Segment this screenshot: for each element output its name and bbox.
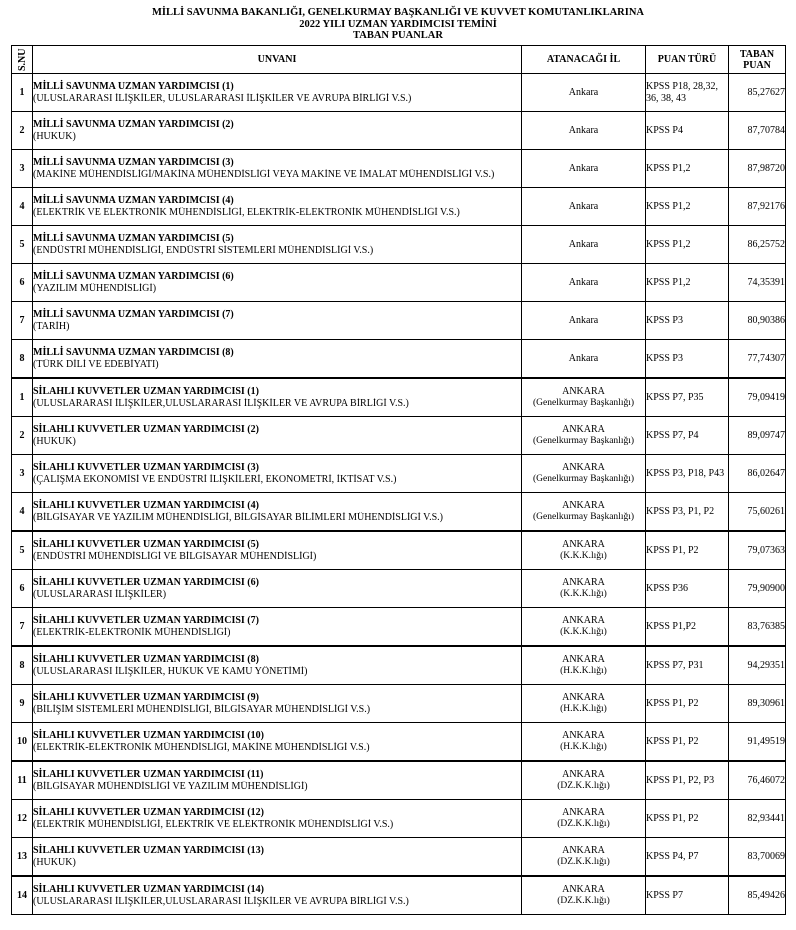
- base-score: 89,30961: [729, 685, 786, 723]
- position-title: MİLLİ SAVUNMA UZMAN YARDIMCISI (6): [33, 271, 234, 282]
- location-unit: (Genelkurmay Başkanlığı): [532, 397, 635, 408]
- position-field: (ELEKTRİK-ELEKTRONİK MÜHENDİSLİĞİ): [33, 626, 231, 638]
- table-body: [12, 74, 786, 915]
- table-row: [12, 340, 786, 379]
- position-cell: [33, 264, 522, 302]
- col-header-snu: S.NU: [12, 46, 33, 74]
- base-score: 82,93441: [729, 800, 786, 838]
- location-unit: (Genelkurmay Başkanlığı): [532, 435, 635, 446]
- position-title: SİLAHLI KUVVETLER UZMAN YARDIMCISI (11): [33, 769, 264, 780]
- position-title: SİLAHLI KUVVETLER UZMAN YARDIMCISI (8): [33, 654, 259, 665]
- position-field: (YAZILIM MÜHENDİSLİĞİ): [33, 282, 157, 294]
- location-city: ANKARA: [562, 500, 605, 511]
- position-field: (ULUSLARARASI İLİŞKİLER, HUKUK VE KAMU YÖNETİMİ): [33, 665, 308, 677]
- location-city: Ankara: [568, 86, 599, 98]
- position-title: SİLAHLI KUVVETLER UZMAN YARDIMCISI (2): [33, 424, 259, 435]
- row-number: 10: [12, 723, 33, 762]
- position-cell: [33, 493, 522, 532]
- position-title: SİLAHLI KUVVETLER UZMAN YARDIMCISI (12): [33, 807, 264, 818]
- table-row: [12, 378, 786, 417]
- col-header-unvan: UNVANI: [33, 46, 522, 74]
- location-city: Ankara: [568, 314, 599, 326]
- table-row: [12, 417, 786, 455]
- table-row: [12, 493, 786, 532]
- table-row: [12, 455, 786, 493]
- location-unit: (H.K.K.lığı): [560, 741, 607, 752]
- position-field: (TÜRK DİLİ VE EDEBİYATI): [33, 358, 159, 370]
- location-unit: (H.K.K.lığı): [560, 703, 607, 714]
- position-field: (BİLGİSAYAR VE YAZILIM MÜHENDİSLİĞİ, BİLGİSAYAR BİLİMLERİ MÜHENDİSLİĞİ V.S.): [33, 511, 443, 523]
- position-field: (ULUSLARARASI İLİŞKİLER, ULUSLARARASI İLİŞKİLER VE AVRUPA BİRLİĞİ V.S.): [33, 92, 412, 104]
- base-score: 86,25752: [729, 226, 786, 264]
- position-title: SİLAHLI KUVVETLER UZMAN YARDIMCISI (5): [33, 539, 259, 550]
- location-city: ANKARA: [562, 730, 605, 741]
- base-score: 85,49426: [729, 876, 786, 915]
- location-cell: [522, 226, 646, 264]
- score-type: KPSS P1,2: [646, 188, 729, 226]
- location-city: ANKARA: [562, 845, 605, 856]
- base-score: 79,07363: [729, 531, 786, 570]
- col-header-puan-turu: PUAN TÜRÜ: [646, 46, 729, 74]
- location-cell: [522, 531, 646, 570]
- location-cell: [522, 378, 646, 417]
- location-cell: [522, 112, 646, 150]
- location-cell: [522, 646, 646, 685]
- position-cell: [33, 800, 522, 838]
- table-row: [12, 264, 786, 302]
- location-cell: [522, 723, 646, 762]
- score-type: KPSS P7: [646, 876, 729, 915]
- position-cell: [33, 723, 522, 762]
- base-score: 87,98720: [729, 150, 786, 188]
- location-unit: (Genelkurmay Başkanlığı): [532, 511, 635, 522]
- position-cell: [33, 150, 522, 188]
- table-row: [12, 302, 786, 340]
- base-score: 79,09419: [729, 378, 786, 417]
- location-cell: [522, 608, 646, 647]
- row-number: 3: [12, 150, 33, 188]
- location-cell: [522, 838, 646, 877]
- location-city: ANKARA: [562, 577, 605, 588]
- location-city: ANKARA: [562, 424, 605, 435]
- position-field: (HUKUK): [33, 856, 76, 868]
- position-cell: [33, 188, 522, 226]
- score-type: KPSS P1,2: [646, 226, 729, 264]
- location-unit: (Genelkurmay Başkanlığı): [532, 473, 635, 484]
- base-score: 75,60261: [729, 493, 786, 532]
- location-unit: (K.K.K.lığı): [560, 626, 607, 637]
- score-type: KPSS P7, P35: [646, 378, 729, 417]
- location-unit: (K.K.K.lığı): [560, 550, 607, 561]
- row-number: 2: [12, 112, 33, 150]
- location-city: Ankara: [568, 352, 599, 364]
- score-type: KPSS P7, P4: [646, 417, 729, 455]
- table-row: [12, 838, 786, 877]
- location-city: Ankara: [568, 162, 599, 174]
- location-cell: [522, 800, 646, 838]
- table-row: [12, 685, 786, 723]
- position-cell: [33, 340, 522, 379]
- location-cell: [522, 685, 646, 723]
- position-field: (ULUSLARARASI İLİŞKİLER,ULUSLARARASI İLİŞKİLER VE AVRUPA BİRLİĞİ V.S.): [33, 397, 409, 409]
- position-cell: [33, 417, 522, 455]
- score-type: KPSS P7, P31: [646, 646, 729, 685]
- location-cell: [522, 455, 646, 493]
- score-type: KPSS P3, P1, P2: [646, 493, 729, 532]
- table-header-row: [12, 46, 786, 74]
- position-cell: [33, 74, 522, 112]
- table-row: [12, 570, 786, 608]
- row-number: 13: [12, 838, 33, 877]
- position-cell: [33, 531, 522, 570]
- row-number: 2: [12, 417, 33, 455]
- location-cell: [522, 188, 646, 226]
- base-score: 89,09747: [729, 417, 786, 455]
- position-cell: [33, 608, 522, 647]
- position-cell: [33, 570, 522, 608]
- row-number: 5: [12, 226, 33, 264]
- location-cell: [522, 150, 646, 188]
- row-number: 4: [12, 493, 33, 532]
- base-score: 83,76385: [729, 608, 786, 647]
- position-field: (BİLİŞİM SİSTEMLERİ MÜHENDİSLİĞİ, BİLGİSAYAR MÜHENDİSLİĞİ V.S.): [33, 703, 371, 715]
- base-score: 80,90386: [729, 302, 786, 340]
- col-header-il: ATANACAĞI İL: [522, 46, 646, 74]
- position-field: (HUKUK): [33, 435, 76, 447]
- base-score: 86,02647: [729, 455, 786, 493]
- table-row: [12, 800, 786, 838]
- position-title: SİLAHLI KUVVETLER UZMAN YARDIMCISI (6): [33, 577, 259, 588]
- table-row: [12, 608, 786, 647]
- position-cell: [33, 378, 522, 417]
- row-number: 9: [12, 685, 33, 723]
- position-field: (HUKUK): [33, 130, 76, 142]
- position-title: SİLAHLI KUVVETLER UZMAN YARDIMCISI (4): [33, 500, 259, 511]
- position-field: (ULUSLARARASI İLİŞKİLER): [33, 588, 167, 600]
- score-type: KPSS P18, 28,32, 36, 38, 43: [646, 74, 729, 112]
- location-cell: [522, 302, 646, 340]
- location-city: ANKARA: [562, 615, 605, 626]
- position-title: MİLLİ SAVUNMA UZMAN YARDIMCISI (1): [33, 81, 234, 92]
- table-row: [12, 150, 786, 188]
- location-unit: (H.K.K.lığı): [560, 665, 607, 676]
- table-row: [12, 531, 786, 570]
- document-header: [0, 0, 796, 42]
- location-cell: [522, 493, 646, 532]
- position-title: SİLAHLI KUVVETLER UZMAN YARDIMCISI (14): [33, 884, 264, 895]
- score-type: KPSS P3: [646, 340, 729, 379]
- row-number: 6: [12, 570, 33, 608]
- position-field: (ELEKTRİK MÜHENDİSLİĞİ, ELEKTRİK VE ELEKTRONİK MÜHENDİSLİĞİ V.S.): [33, 818, 394, 830]
- base-score: 85,27627: [729, 74, 786, 112]
- score-type: KPSS P4: [646, 112, 729, 150]
- location-city: ANKARA: [562, 654, 605, 665]
- position-field: (MAKİNE MÜHENDİSLİĞİ/MAKİNA MÜHENDİSLİĞİ VEYA MAKİNE VE İMALAT MÜHENDİSLİĞİ V.S.): [33, 168, 495, 180]
- position-field: (TARİH): [33, 320, 70, 332]
- score-type: KPSS P1, P2: [646, 531, 729, 570]
- position-title: SİLAHLI KUVVETLER UZMAN YARDIMCISI (9): [33, 692, 259, 703]
- row-number: 4: [12, 188, 33, 226]
- score-type: KPSS P1,2: [646, 264, 729, 302]
- location-city: Ankara: [568, 276, 599, 288]
- location-cell: [522, 340, 646, 379]
- row-number: 3: [12, 455, 33, 493]
- row-number: 12: [12, 800, 33, 838]
- header-line-1: MİLLİ SAVUNMA BAKANLIĞI, GENELKURMAY BAŞKANLIĞI VE KUVVET KOMUTANLIKLARINA: [151, 7, 645, 18]
- base-score: 91,49519: [729, 723, 786, 762]
- position-title: SİLAHLI KUVVETLER UZMAN YARDIMCISI (7): [33, 615, 259, 626]
- col-header-taban-puan: TABAN PUAN: [729, 46, 786, 74]
- table-row: [12, 112, 786, 150]
- location-unit: (DZ.K.K.lığı): [557, 780, 610, 791]
- location-city: ANKARA: [562, 386, 605, 397]
- position-field: (ÇALIŞMA EKONOMİSİ VE ENDÜSTRİ İLİŞKİLERİ, EKONOMETRİ, İKTİSAT V.S.): [33, 473, 397, 485]
- score-type: KPSS P1, P2, P3: [646, 761, 729, 800]
- location-city: Ankara: [568, 124, 599, 136]
- location-city: ANKARA: [562, 769, 605, 780]
- position-cell: [33, 302, 522, 340]
- position-field: (ULUSLARARASI İLİŞKİLER,ULUSLARARASI İLİŞKİLER VE AVRUPA BİRLİĞİ V.S.): [33, 895, 409, 907]
- position-field: (BİLGİSAYAR MÜHENDİSLİĞİ VE YAZILIM MÜHENDİSLİĞİ): [33, 780, 308, 792]
- position-title: SİLAHLI KUVVETLER UZMAN YARDIMCISI (3): [33, 462, 259, 473]
- row-number: 14: [12, 876, 33, 915]
- row-number: 7: [12, 608, 33, 647]
- score-type: KPSS P1,P2: [646, 608, 729, 647]
- location-unit: (DZ.K.K.lığı): [557, 856, 610, 867]
- table-row: [12, 876, 786, 915]
- location-cell: [522, 570, 646, 608]
- row-number: 1: [12, 74, 33, 112]
- position-cell: [33, 685, 522, 723]
- location-cell: [522, 74, 646, 112]
- position-title: MİLLİ SAVUNMA UZMAN YARDIMCISI (3): [33, 157, 234, 168]
- position-title: SİLAHLI KUVVETLER UZMAN YARDIMCISI (1): [33, 386, 259, 397]
- position-field: (ENDÜSTRİ MÜHENDİSLİĞİ, ENDÜSTRİ SİSTEMLERİ MÜHENDİSLİĞİ V.S.): [33, 244, 374, 256]
- position-title: SİLAHLI KUVVETLER UZMAN YARDIMCISI (10): [33, 730, 264, 741]
- location-unit: (DZ.K.K.lığı): [557, 895, 610, 906]
- row-number: 1: [12, 378, 33, 417]
- table-row: [12, 761, 786, 800]
- location-city: Ankara: [568, 200, 599, 212]
- table-row: [12, 74, 786, 112]
- table-row: [12, 723, 786, 762]
- position-title: MİLLİ SAVUNMA UZMAN YARDIMCISI (8): [33, 347, 234, 358]
- base-score: 79,90900: [729, 570, 786, 608]
- table-row: [12, 226, 786, 264]
- row-number: 8: [12, 340, 33, 379]
- location-unit: (K.K.K.lığı): [560, 588, 607, 599]
- position-cell: [33, 838, 522, 877]
- base-score: 94,29351: [729, 646, 786, 685]
- row-number: 6: [12, 264, 33, 302]
- position-cell: [33, 455, 522, 493]
- score-type: KPSS P36: [646, 570, 729, 608]
- base-score: 74,35391: [729, 264, 786, 302]
- position-cell: [33, 112, 522, 150]
- position-cell: [33, 761, 522, 800]
- score-type: KPSS P3: [646, 302, 729, 340]
- location-city: Ankara: [568, 238, 599, 250]
- location-unit: (DZ.K.K.lığı): [557, 818, 610, 829]
- row-number: 8: [12, 646, 33, 685]
- location-cell: [522, 761, 646, 800]
- location-city: ANKARA: [562, 884, 605, 895]
- base-score: 87,92176: [729, 188, 786, 226]
- base-score: 77,74307: [729, 340, 786, 379]
- header-line-3: TABAN PUANLAR: [353, 30, 443, 41]
- table-row: [12, 188, 786, 226]
- location-cell: [522, 417, 646, 455]
- table-row: [12, 646, 786, 685]
- position-title: MİLLİ SAVUNMA UZMAN YARDIMCISI (7): [33, 309, 234, 320]
- position-cell: [33, 226, 522, 264]
- base-score: 76,46072: [729, 761, 786, 800]
- position-field: (ENDÜSTRİ MÜHENDİSLİĞİ VE BİLGİSAYAR MÜHENDİSLİĞİ): [33, 550, 317, 562]
- location-city: ANKARA: [562, 807, 605, 818]
- position-title: SİLAHLI KUVVETLER UZMAN YARDIMCISI (13): [33, 845, 264, 856]
- score-type: KPSS P4, P7: [646, 838, 729, 877]
- location-city: ANKARA: [562, 692, 605, 703]
- row-number: 7: [12, 302, 33, 340]
- position-cell: [33, 876, 522, 915]
- location-city: ANKARA: [562, 539, 605, 550]
- position-field: (ELEKTRİK VE ELEKTRONİK MÜHENDİSLİĞİ, ELEKTRİK-ELEKTRONİK MÜHENDİSLİĞİ V.S.): [33, 206, 460, 218]
- score-type: KPSS P1, P2: [646, 800, 729, 838]
- base-score: 83,70069: [729, 838, 786, 877]
- position-cell: [33, 646, 522, 685]
- location-city: ANKARA: [562, 462, 605, 473]
- location-cell: [522, 264, 646, 302]
- score-type: KPSS P3, P18, P43: [646, 455, 729, 493]
- row-number: 11: [12, 761, 33, 800]
- score-type: KPSS P1, P2: [646, 685, 729, 723]
- position-title: MİLLİ SAVUNMA UZMAN YARDIMCISI (4): [33, 195, 234, 206]
- position-title: MİLLİ SAVUNMA UZMAN YARDIMCISI (5): [33, 233, 234, 244]
- location-cell: [522, 876, 646, 915]
- position-title: MİLLİ SAVUNMA UZMAN YARDIMCISI (2): [33, 119, 234, 130]
- score-type: KPSS P1,2: [646, 150, 729, 188]
- scores-table: [11, 45, 786, 915]
- row-number: 5: [12, 531, 33, 570]
- position-field: (ELEKTRİK-ELEKTRONİK MÜHENDİSLİĞİ, MAKİNE MÜHENDİSLİĞİ V.S.): [33, 741, 370, 753]
- score-type: KPSS P1, P2: [646, 723, 729, 762]
- header-line-2: 2022 YILI UZMAN YARDIMCISI TEMİNİ: [299, 18, 497, 30]
- base-score: 87,70784: [729, 112, 786, 150]
